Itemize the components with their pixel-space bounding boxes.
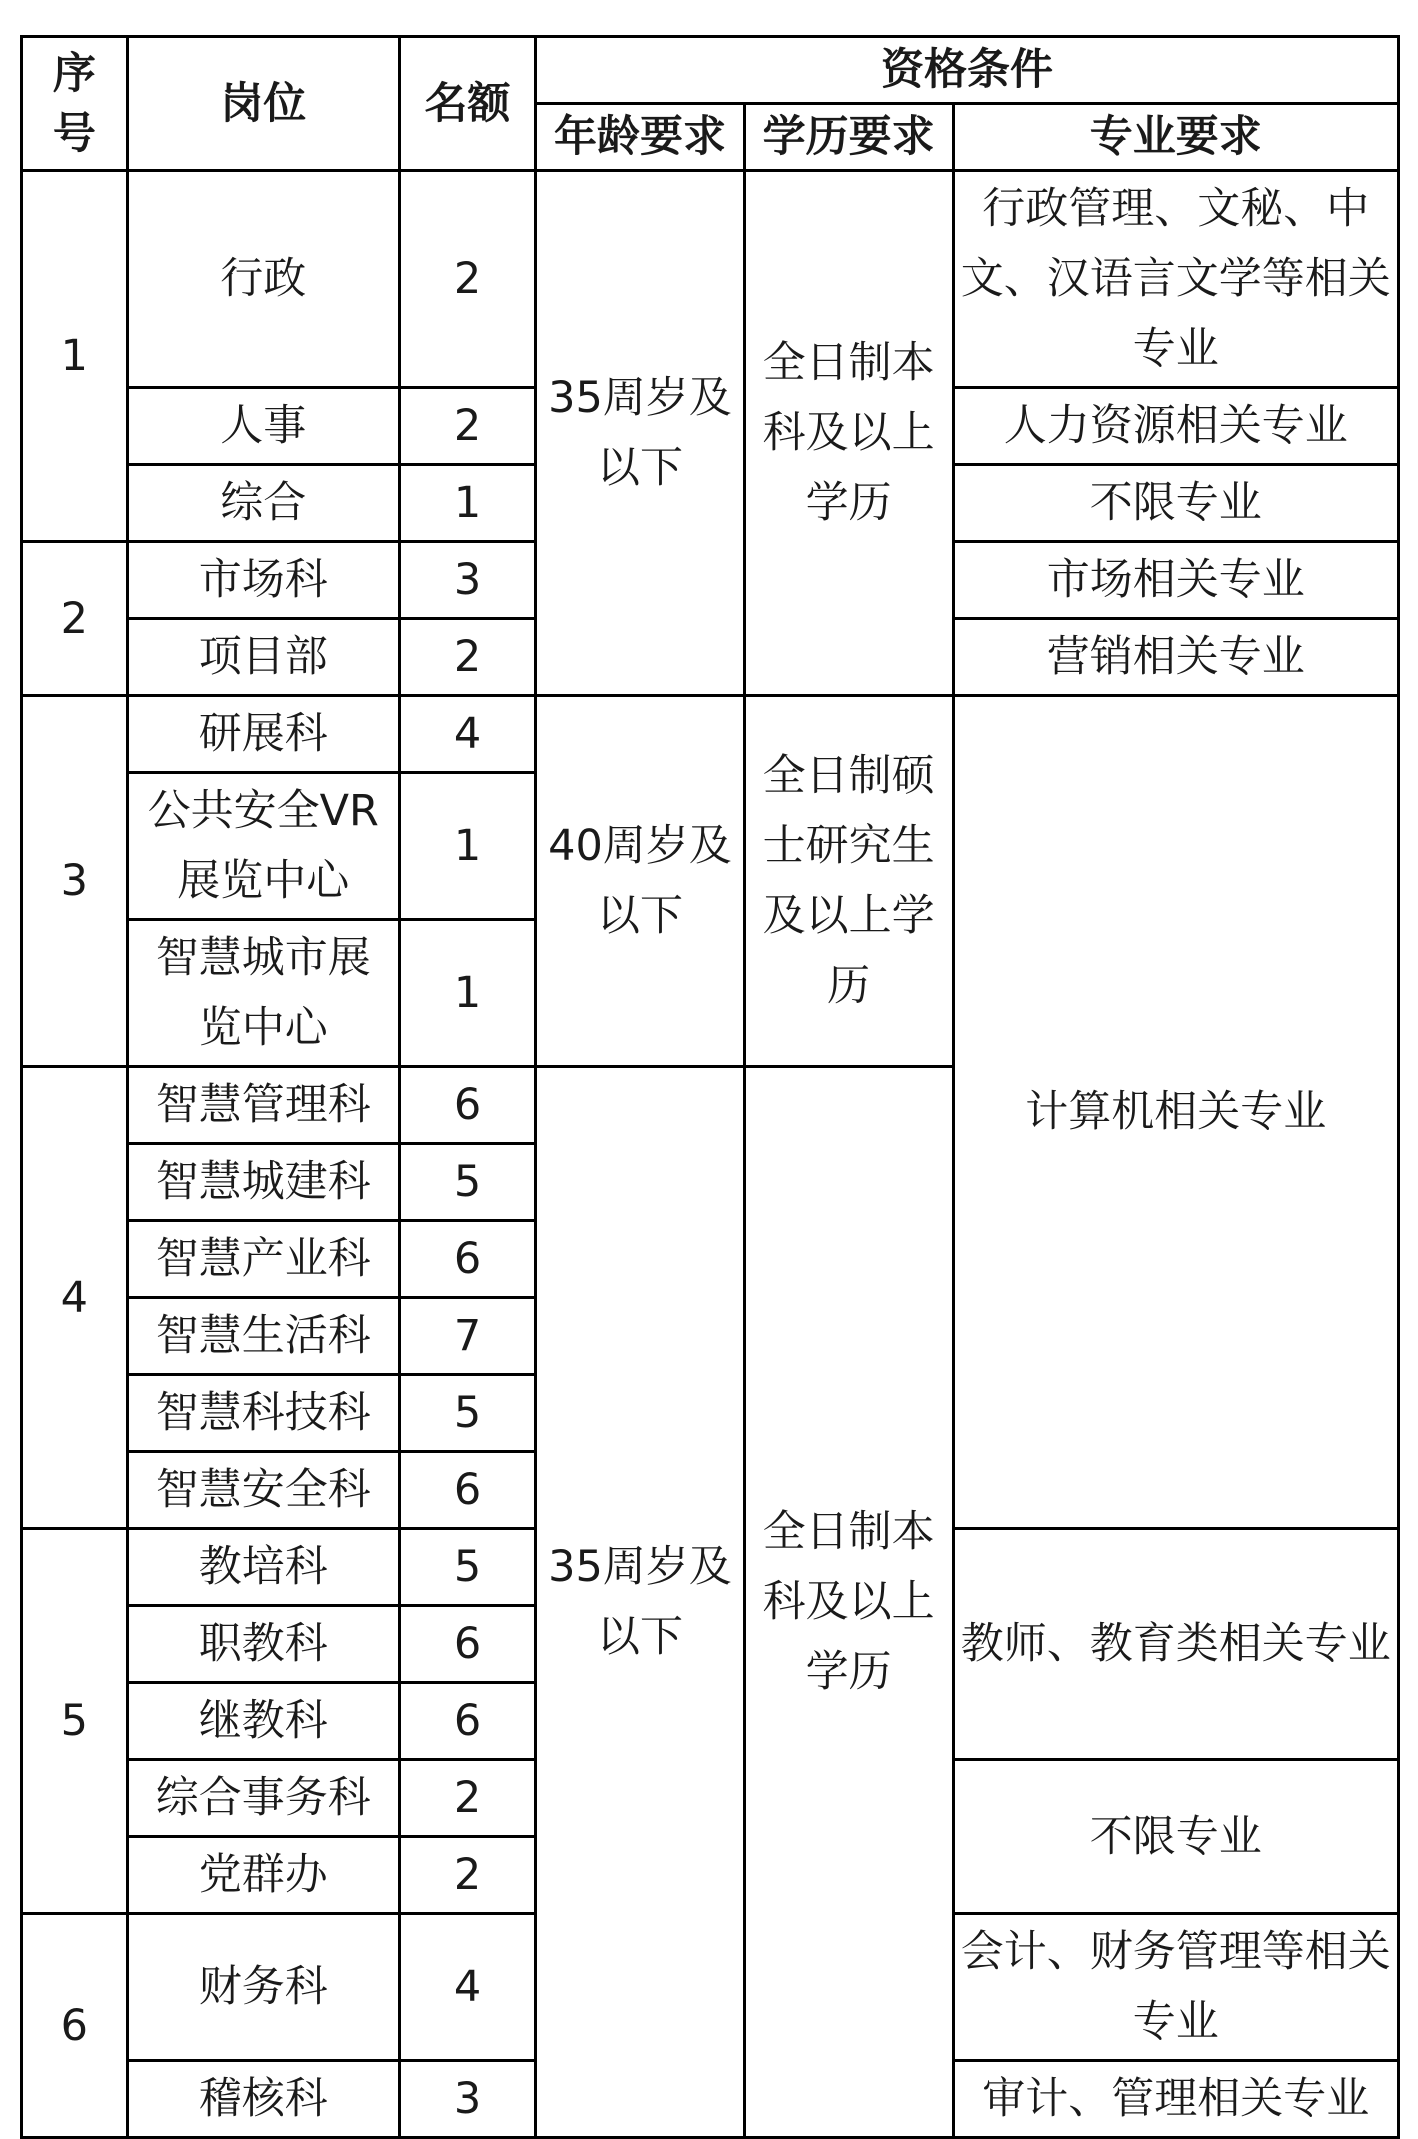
quota-cell: 5: [399, 1144, 535, 1221]
position-cell: 研展科: [127, 696, 399, 773]
quota-cell: 6: [399, 1067, 535, 1144]
position-cell: 财务科: [127, 1914, 399, 2061]
quota-cell: 6: [399, 1606, 535, 1683]
quota-cell: 6: [399, 1221, 535, 1298]
header-education: 学历要求: [744, 104, 953, 171]
quota-cell: 2: [399, 1760, 535, 1837]
quota-cell: 4: [399, 1914, 535, 2061]
position-cell: 教培科: [127, 1529, 399, 1606]
recruitment-table: [20, 35, 1400, 2139]
quota-cell: 1: [399, 773, 535, 920]
header-age: 年龄要求: [536, 104, 745, 171]
major-requirement: 会计、财务管理等相关专业: [953, 1914, 1398, 2061]
quota-cell: 1: [399, 465, 535, 542]
quota-cell: 3: [399, 542, 535, 619]
quota-cell: 4: [399, 696, 535, 773]
major-requirement: 不限专业: [953, 1760, 1398, 1914]
group-index: 5: [22, 1529, 128, 1914]
quota-cell: 6: [399, 1683, 535, 1760]
education-requirement: 全日制本科及以上学历: [744, 171, 953, 696]
position-cell: 行政: [127, 171, 399, 388]
header-qualification: 资格条件: [536, 37, 1399, 104]
group-index: 6: [22, 1914, 128, 2138]
position-cell: 公共安全VR展览中心: [127, 773, 399, 920]
education-requirement: 全日制硕士研究生及以上学历: [744, 696, 953, 1067]
position-cell: 稽核科: [127, 2061, 399, 2138]
major-requirement: 审计、管理相关专业: [953, 2061, 1398, 2138]
education-requirement: 全日制本科及以上学历: [744, 1067, 953, 2138]
position-cell: 市场科: [127, 542, 399, 619]
major-requirement: 行政管理、文秘、中文、汉语言文学等相关专业: [953, 171, 1398, 388]
position-cell: 职教科: [127, 1606, 399, 1683]
position-cell: 综合: [127, 465, 399, 542]
position-cell: 人事: [127, 388, 399, 465]
quota-cell: 7: [399, 1298, 535, 1375]
position-cell: 智慧科技科: [127, 1375, 399, 1452]
position-cell: 党群办: [127, 1837, 399, 1914]
position-cell: 智慧城市展览中心: [127, 920, 399, 1067]
quota-cell: 2: [399, 388, 535, 465]
position-cell: 智慧生活科: [127, 1298, 399, 1375]
quota-cell: 3: [399, 2061, 535, 2138]
age-requirement: 35周岁及以下: [536, 171, 745, 696]
age-requirement: 40周岁及以下: [536, 696, 745, 1067]
header-index: 序号: [22, 37, 128, 171]
position-cell: 综合事务科: [127, 1760, 399, 1837]
group-index: 4: [22, 1067, 128, 1529]
major-requirement: 营销相关专业: [953, 619, 1398, 696]
quota-cell: 1: [399, 920, 535, 1067]
major-requirement: 教师、教育类相关专业: [953, 1529, 1398, 1760]
position-cell: 智慧安全科: [127, 1452, 399, 1529]
quota-cell: 2: [399, 171, 535, 388]
quota-cell: 2: [399, 1837, 535, 1914]
header-quota: 名额: [399, 37, 535, 171]
quota-cell: 5: [399, 1529, 535, 1606]
position-cell: 智慧城建科: [127, 1144, 399, 1221]
age-requirement: 35周岁及以下: [536, 1067, 745, 2138]
major-requirement: 不限专业: [953, 465, 1398, 542]
header-major: 专业要求: [953, 104, 1398, 171]
position-cell: 继教科: [127, 1683, 399, 1760]
group-index: 3: [22, 696, 128, 1067]
group-index: 1: [22, 171, 128, 542]
major-requirement: 计算机相关专业: [953, 696, 1398, 1529]
header-position: 岗位: [127, 37, 399, 171]
quota-cell: 5: [399, 1375, 535, 1452]
position-cell: 智慧产业科: [127, 1221, 399, 1298]
major-requirement: 人力资源相关专业: [953, 388, 1398, 465]
position-cell: 智慧管理科: [127, 1067, 399, 1144]
major-requirement: 市场相关专业: [953, 542, 1398, 619]
quota-cell: 6: [399, 1452, 535, 1529]
group-index: 2: [22, 542, 128, 696]
position-cell: 项目部: [127, 619, 399, 696]
quota-cell: 2: [399, 619, 535, 696]
